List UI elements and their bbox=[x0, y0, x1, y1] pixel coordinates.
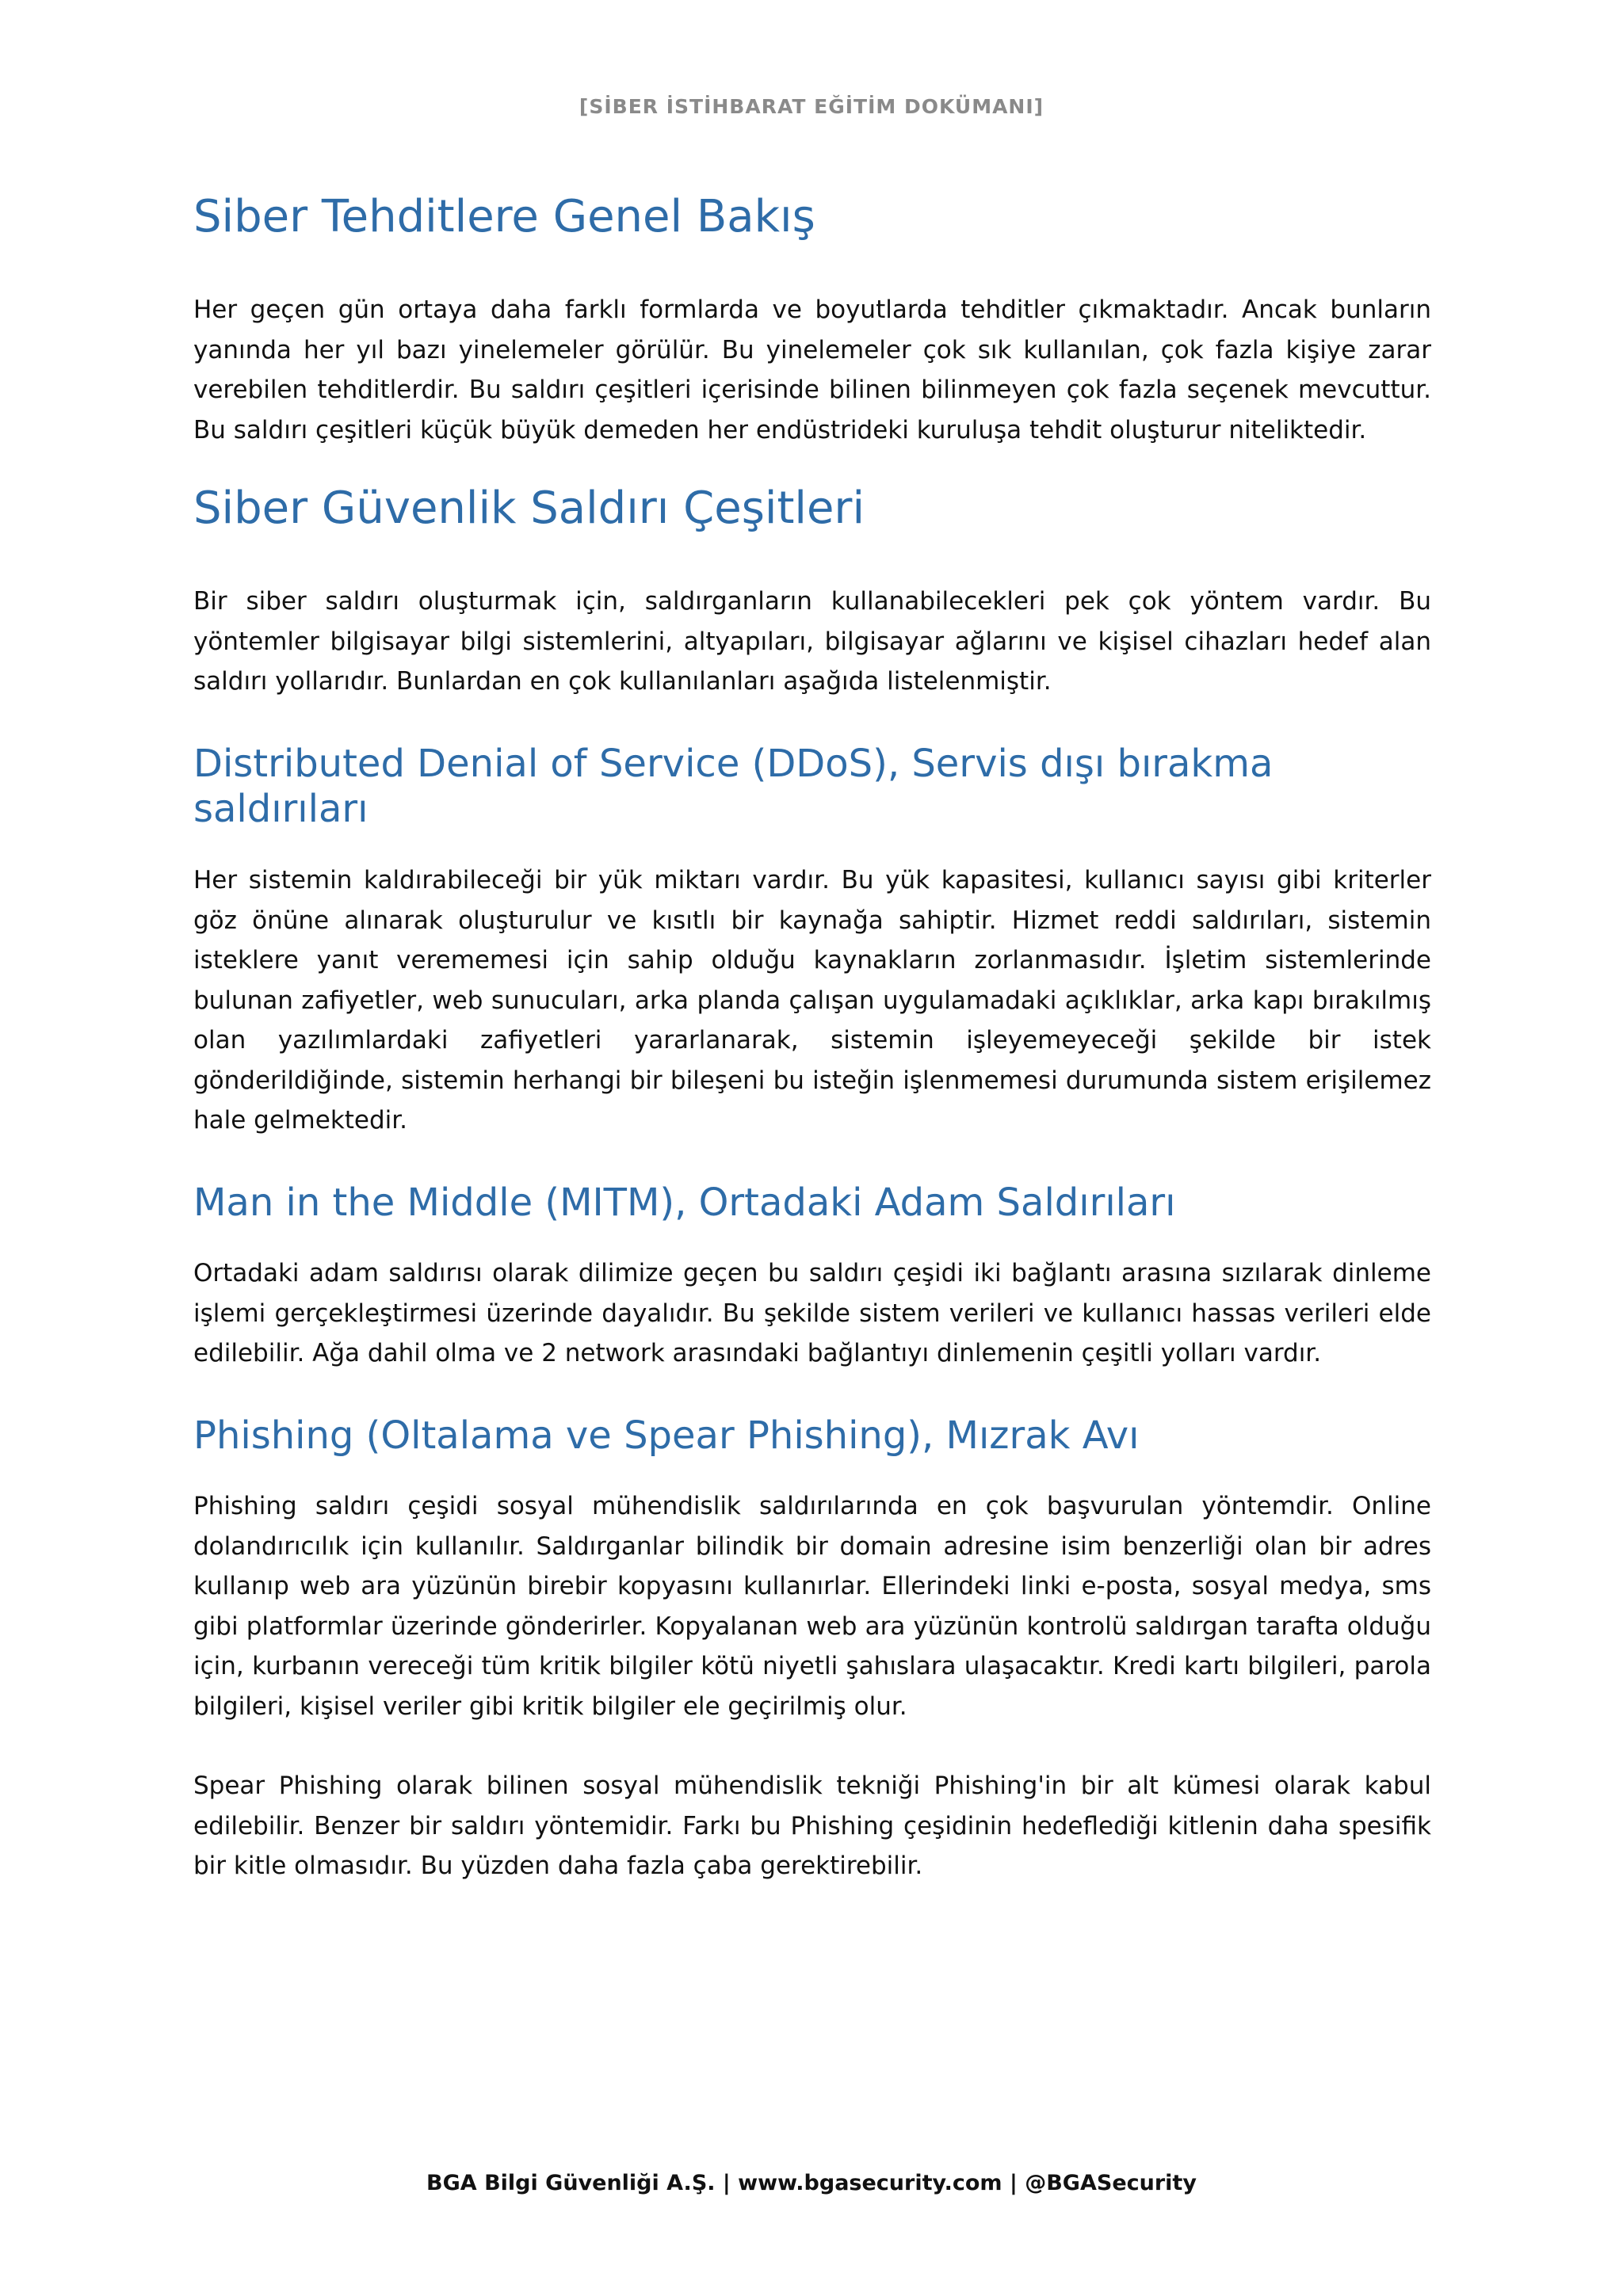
page-footer: BGA Bilgi Güvenliği A.Ş. | www.bgasecurity.com | @BGASecurity bbox=[426, 2171, 1197, 2195]
document-body bbox=[193, 190, 1431, 1886]
section-title-phishing: Phishing (Oltalama ve Spear Phishing), Mızrak Avı bbox=[193, 1413, 1140, 1458]
section-title-saldiri-cesitleri: Siber Güvenlik Saldırı Çeşitleri bbox=[193, 482, 865, 535]
section-title-genel-bakis: Siber Tehditlere Genel Bakış bbox=[193, 191, 815, 242]
paragraph-phishing: Phishing saldırı çeşidi sosyal mühendislik saldırılarında en çok başvurulan yöntemdir. Online dolandırıcılık için kullanılır. Saldırganlar bilindik bir domain adresine isim benzerliği olan bir adres kullanıp web ara yüzünün birebir kopyasını kullanırlar. Ellerindeki linki e-posta, sosyal medya, sms gibi platformlar üzerinde gönderirler. Kopyalanan web ara yüzünün kontrolü saldırgan tarafta olduğu için, kurbanın vereceği tüm kritik bilgiler kötü niyetli şahıslara ulaşacaktır. Kredi kartı bilgileri, parola bilgileri, kişisel veriler gibi kritik bilgiler ele geçirilmiş olur. bbox=[193, 1492, 1431, 1721]
paragraph-mitm: Ortadaki adam saldırısı olarak dilimize geçen bu saldırı çeşidi iki bağlantı arasına sızılarak dinleme işlemi gerçekleştirmesi üzerinde dayalıdır. Bu şekilde sistem verileri ve kullanıcı hassas verileri elde edilebilir. Ağa dahil olma ve 2 network arasındaki bağlantıyı dinlemenin çeşitli yolları vardır. bbox=[193, 1259, 1431, 1368]
paragraph-genel-bakis: Her geçen gün ortaya daha farklı formlarda ve boyutlarda tehditler çıkmaktadır. Ancak bunların yanında her yıl bazı yinelemeler görülür. Bu yinelemeler çok sık kullanılan, çok fazla kişiye zarar verebilen tehditlerdir. Bu saldırı çeşitleri içerisinde bilinen bilinmeyen çok fazla seçenek mevcuttur. Bu saldırı çeşitleri küçük büyük demeden her endüstrideki kuruluşa tehdit oluşturur niteliktedir. bbox=[193, 296, 1431, 444]
section-title-ddos: Distributed Denial of Service (DDoS), Servis dışı bırakma saldırıları bbox=[193, 741, 1274, 832]
paragraph-saldiri-cesitleri: Bir siber saldırı oluşturmak için, saldırganların kullanabilecekleri pek çok yöntem vardır. Bu yöntemler bilgisayar bilgi sistemlerini, altyapıları, bilgisayar ağlarını ve kişisel cihazları hedef alan saldırı yollarıdır. Bunlardan en çok kullanılanları aşağıda listelenmiştir. bbox=[193, 587, 1431, 696]
section-title-mitm: Man in the Middle (MITM), Ortadaki Adam Saldırıları bbox=[193, 1180, 1176, 1225]
paragraph-spear-phishing: Spear Phishing olarak bilinen sosyal mühendislik tekniği Phishing'in bir alt kümesi olarak kabul edilebilir. Benzer bir saldırı yöntemidir. Farkı bu Phishing çeşidinin hedeflediği kitlenin daha spesifik bir kitle olmasıdır. Bu yüzden daha fazla çaba gerektirebilir. bbox=[193, 1772, 1431, 1881]
paragraph-ddos: Her sistemin kaldırabileceği bir yük miktarı vardır. Bu yük kapasitesi, kullanıcı sayısı gibi kriterler göz önüne alınarak oluşturulur ve kısıtlı bir kaynağa sahiptir. Hizmet reddi saldırıları, sistemin isteklere yanıt verememesi için sahip olduğu kaynakların zorlanmasıdır. İşletim sistemlerinde bulunan zafiyetler, web sunucuları, arka planda çalışan uygulamadaki açıklıklar, arka kapı bırakılmış olan yazılımlardaki zafiyetleri yararlanarak, sistemin işleyemeyeceği şekilde bir istek gönderildiğinde, sistemin herhangi bir bileşeni bu isteğin işlenmemesi durumunda sistem erişilemez hale gelmektedir. bbox=[193, 866, 1431, 1135]
page-header: [SİBER İSTİHBARAT EĞİTİM DOKÜMANI] bbox=[579, 95, 1044, 118]
